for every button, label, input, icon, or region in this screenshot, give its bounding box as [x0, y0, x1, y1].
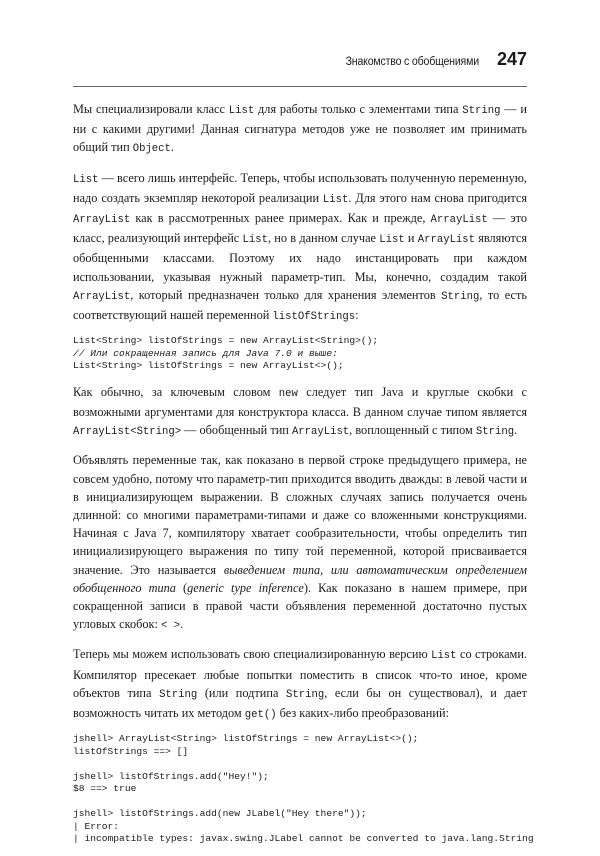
paragraph-2: List — всего лишь интерфейс. Теперь, чтобы использовать полученную переменную, надо создать экземпляр некоторой реализации List. Для этого нам снова пригодится ArrayList как в рассмотренных ранее примерах. Как и прежде, ArrayList — это класс, реализующий интерфейс List, но в данном случае List и ArrayList являются обобщенными классами. Поэтому их надо инстанцировать при каждом использовании, указывая нужный параметр-тип. Мы, конечно, создадим такой ArrayList, который предназначен только для хранения элементов String, то есть соответствующий нашей переменной listOfStrings:	[73, 170, 528, 324]
paragraph-4: Объявлять переменные так, как показано в первой строке предыдущего примера, не совсем удобно, потому что параметр-тип приходится вводить дважды: в левой части и в инициализирующем выражении. В сложных случаях запись получается очень длинной: со многими параметрами-типами и даже со вложенными конструкциями. Начиная с Java 7, компилятору хватает сообразительности, чтобы определить тип инициализирующего выражения по типу той переменной, которой присваивается значение. Это называется выведением типа, или автоматическим определением обобщенного типа (generic type inference). Как показано в нашем примере, при сокращенной записи в правой части объявления переменной достаточно пустых угловых скобок: < >.	[73, 453, 528, 633]
chapter-title: Знакомство с обобщениями	[345, 56, 479, 68]
code-line: jshell> listOfStrings.add("Hey!");	[73, 770, 269, 782]
paragraph-1: Мы специализировали класс List для работы только с элементами типа String — и ни с какими другими! Данная сигнатура методов уже не позволяет им принимать общий тип Object.	[73, 102, 527, 156]
page-number: 247	[496, 49, 527, 69]
code-line: jshell> ArrayList<String> listOfStrings = new ArrayList<>();	[73, 733, 419, 745]
code-line: jshell> listOfStrings.add(new JLabel("Hey there"));	[73, 808, 367, 820]
code-line: | Error:	[73, 820, 120, 832]
page-body	[73, 100, 534, 856]
code-line: listOfStrings ==> []	[73, 745, 189, 757]
paragraph-3: Как обычно, за ключевым словом new следует тип Java и круглые скобки с возможными аргументами для конструктора класса. В данном случае типом является ArrayList<String> — обобщенный тип ArrayList, воплощенный с типом String.	[73, 384, 527, 439]
code-listing-2	[73, 733, 534, 846]
running-header	[73, 36, 527, 87]
code-line: List<String> listOfStrings = new ArrayList<String>();	[73, 335, 379, 347]
code-comment: // Или сокращенная запись для Java 7.0 и выше:	[73, 347, 338, 359]
code-listing-1	[73, 335, 527, 373]
code-line: List<String> listOfStrings = new ArrayList<>();	[73, 360, 344, 372]
code-line: | incompatible types: javax.swing.JLabel cannot be converted to java.lang.String	[73, 833, 534, 845]
paragraph-5: Теперь мы можем использовать свою специализированную версию List со строками. Компилятор пресекает любые попытки поместить в список что-то иное, кроме объектов типа String (или подтипа String, если бы он существовал), и дает возможность читать их методом get() без каких-либо преобразований:	[73, 647, 528, 721]
code-line: $8 ==> true	[73, 783, 137, 795]
